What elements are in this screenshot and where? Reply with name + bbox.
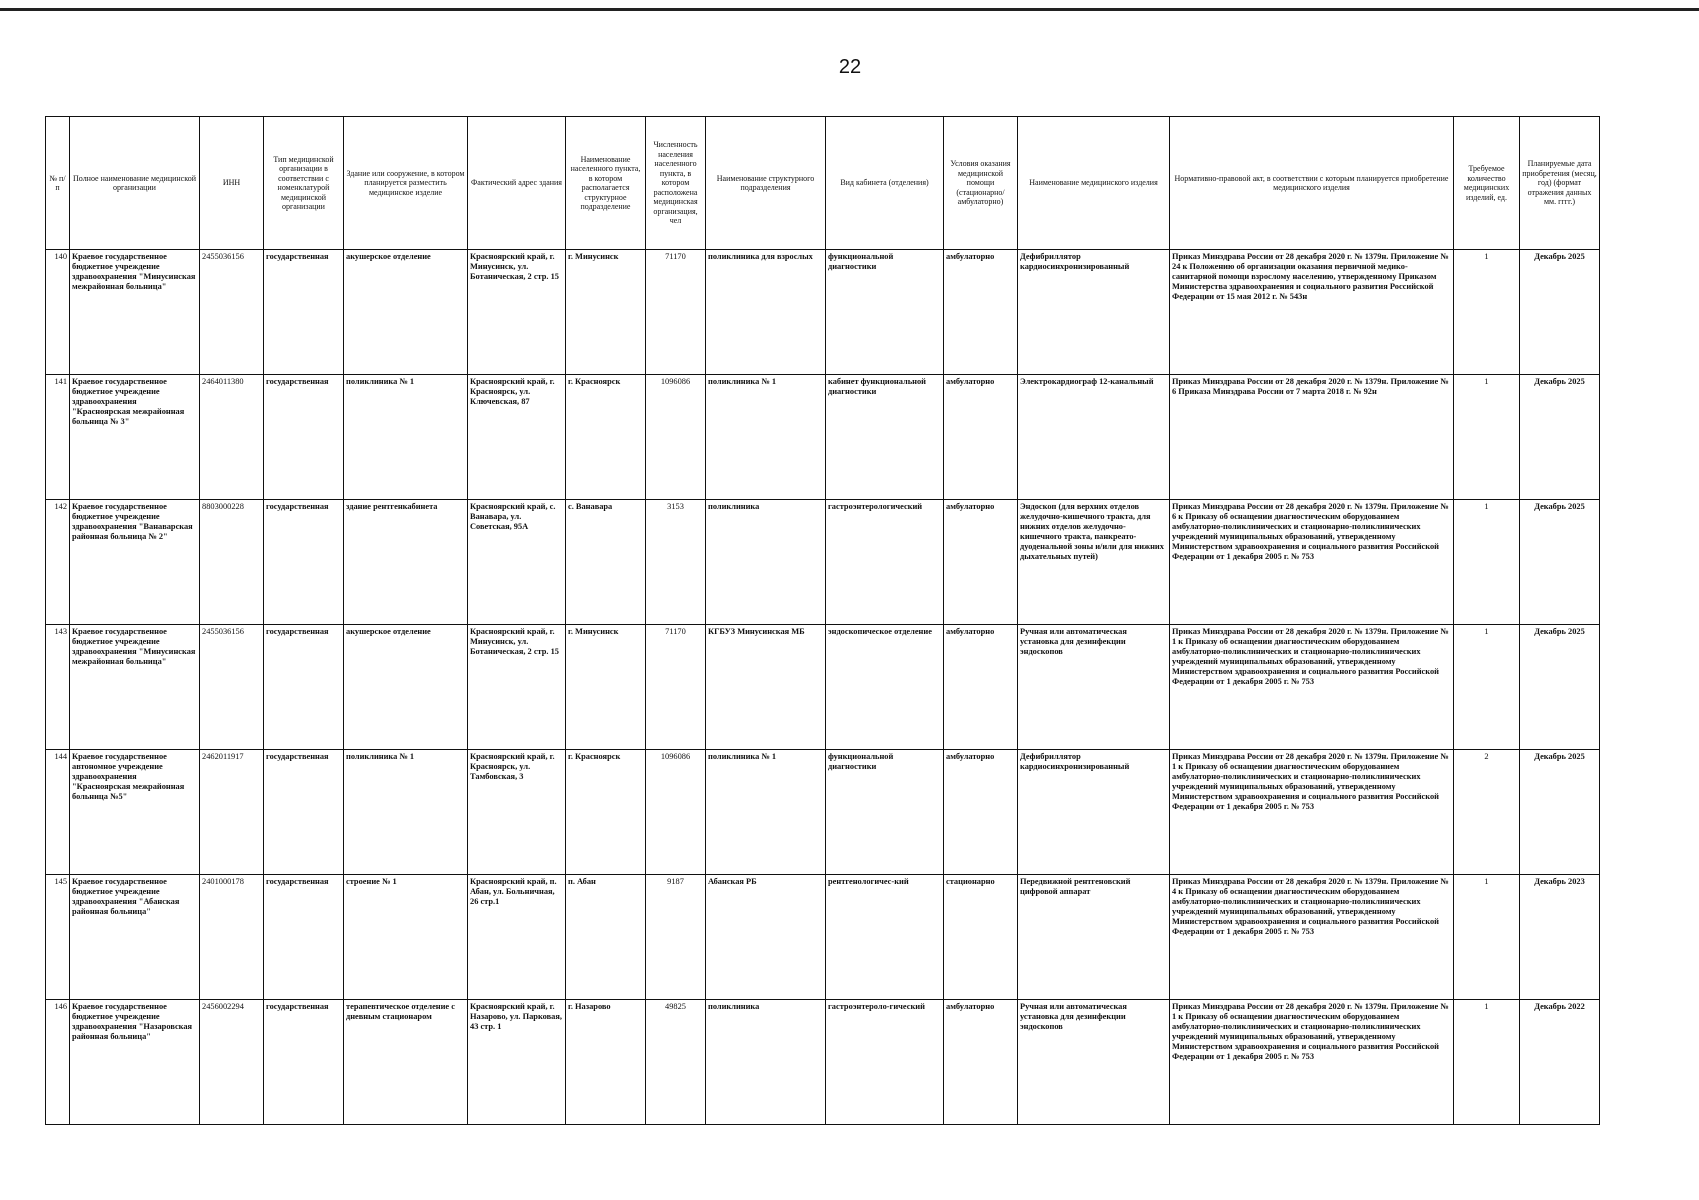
table-row [46,1000,1600,1125]
cell-inn: 2401000178 [200,875,264,1000]
header-conditions: Условия оказания медицинской помощи (стационарно/ амбулаторно) [944,117,1018,250]
cell-type: государственная [264,250,344,375]
cell-act: Приказ Минздрава России от 28 декабря 2020 г. № 1379н. Приложение № 24 к Положению об организации оказания первичной медико-санитарной помощи взрослому населению, утвержденному Приказом Министерства здравоохранения и социального развития Российской Федерации от 15 мая 2012 г. № 543н [1170,250,1454,375]
header-subdivision: Наименование структурного подразделения [706,117,826,250]
cell-act: Приказ Минздрава России от 28 декабря 2020 г. № 1379н. Приложение № 6 Приказа Минздрава России от 7 марта 2018 г. № 92н [1170,375,1454,500]
cell-subdivision: поликлиника № 1 [706,375,826,500]
cell-device: Дефибриллятор кардиосинхронизированный [1018,250,1170,375]
cell-qty: 1 [1454,375,1520,500]
cell-org: Краевое государственное автономное учреждение здравоохранения "Красноярская межрайонная больница №5" [70,750,200,875]
cell-device: Передвижной рентгеновский цифровой аппарат [1018,875,1170,1000]
header-locality: Наименование населенного пункта, в котором располагается структурное подразделение [566,117,646,250]
cell-qty: 1 [1454,250,1520,375]
cell-population: 1096086 [646,750,706,875]
cell-inn: 2464011380 [200,375,264,500]
header-act: Нормативно-правовой акт, в соответствии с которым планируется приобретение медицинского изделия [1170,117,1454,250]
cell-conditions: амбулаторно [944,625,1018,750]
cell-subdivision: Абанская РБ [706,875,826,1000]
cell-org: Краевое государственное бюджетное учреждение здравоохранения "Красноярская межрайонная больница № 3" [70,375,200,500]
cell-room: гастроэнтероло-гический [826,1000,944,1125]
cell-qty: 1 [1454,1000,1520,1125]
cell-inn: 8803000228 [200,500,264,625]
table-row [46,625,1600,750]
table-row [46,500,1600,625]
header-inn: ИНН [200,117,264,250]
cell-subdivision: КГБУЗ Минусинская МБ [706,625,826,750]
cell-date: Декабрь 2025 [1520,250,1600,375]
cell-building: акушерское отделение [344,250,468,375]
cell-conditions: амбулаторно [944,750,1018,875]
cell-device: Дефибриллятор кардиосинхронизированный [1018,750,1170,875]
cell-room: эндоскопическое отделение [826,625,944,750]
cell-org: Краевое государственное бюджетное учреждение здравоохранения "Назаровская районная больница" [70,1000,200,1125]
cell-subdivision: поликлиника [706,500,826,625]
cell-room: гастроэнтерологический [826,500,944,625]
header-qty: Требуемое количество медицинских изделий, ед. [1454,117,1520,250]
cell-act: Приказ Минздрава России от 28 декабря 2020 г. № 1379н. Приложение № 6 к Приказу об оснащении диагностическим оборудованием амбулаторно-поликлинических и стационарно-поликлинических учреждений муниципальных образований, утвержденному Министерством здравоохранения и социального развития Российской Федерации от 1 декабря 2005 г. № 753 [1170,500,1454,625]
cell-locality: п. Абан [566,875,646,1000]
cell-population: 71170 [646,625,706,750]
cell-date: Декабрь 2025 [1520,750,1600,875]
cell-locality: г. Минусинск [566,625,646,750]
table-row [46,375,1600,500]
cell-building: поликлиника № 1 [344,750,468,875]
cell-type: государственная [264,500,344,625]
cell-inn: 2455036156 [200,250,264,375]
cell-date: Декабрь 2025 [1520,500,1600,625]
page-number: 22 [838,56,862,78]
cell-num: 146 [46,1000,70,1125]
table-row [46,750,1600,875]
table-row [46,250,1600,375]
cell-inn: 2456002294 [200,1000,264,1125]
cell-qty: 1 [1454,500,1520,625]
cell-address: Красноярский край, г. Красноярск, ул. Ключевская, 87 [468,375,566,500]
cell-conditions: стационарно [944,875,1018,1000]
cell-population: 1096086 [646,375,706,500]
cell-subdivision: поликлиника № 1 [706,750,826,875]
cell-act: Приказ Минздрава России от 28 декабря 2020 г. № 1379н. Приложение № 4 к Приказу об оснащении диагностическим оборудованием амбулаторно-поликлинических и стационарно-поликлинических учреждений муниципальных образований, утвержденному Министерством здравоохранения и социального развития Российской Федерации от 1 декабря 2005 г. № 753 [1170,875,1454,1000]
cell-num: 141 [46,375,70,500]
cell-address: Красноярский край, п. Абан, ул. Больничная, 26 стр.1 [468,875,566,1000]
cell-building: строение № 1 [344,875,468,1000]
cell-locality: с. Ванавара [566,500,646,625]
cell-qty: 1 [1454,875,1520,1000]
cell-building: поликлиника № 1 [344,375,468,500]
cell-num: 142 [46,500,70,625]
cell-room: функциональной диагностики [826,250,944,375]
cell-device: Ручная или автоматическая установка для дезинфекции эндоскопов [1018,1000,1170,1125]
cell-conditions: амбулаторно [944,375,1018,500]
cell-num: 145 [46,875,70,1000]
cell-room: рентгенологичес-кий [826,875,944,1000]
header-type: Тип медицинской организации в соответствии с номенклатурой медицинской организации [264,117,344,250]
cell-population: 71170 [646,250,706,375]
cell-inn: 2462011917 [200,750,264,875]
table-body [46,250,1600,1125]
cell-subdivision: поликлиника [706,1000,826,1125]
cell-subdivision: поликлиника для взрослых [706,250,826,375]
cell-room: функциональной диагностики [826,750,944,875]
cell-locality: г. Минусинск [566,250,646,375]
cell-qty: 1 [1454,625,1520,750]
cell-address: Красноярский край, с. Ванавара, ул. Советская, 95А [468,500,566,625]
table-row [46,875,1600,1000]
cell-type: государственная [264,375,344,500]
cell-conditions: амбулаторно [944,250,1018,375]
cell-date: Декабрь 2022 [1520,1000,1600,1125]
cell-num: 140 [46,250,70,375]
cell-building: здание рентгенкабинета [344,500,468,625]
cell-date: Декабрь 2025 [1520,625,1600,750]
cell-address: Красноярский край, г. Минусинск, ул. Ботаническая, 2 стр. 15 [468,250,566,375]
cell-population: 9187 [646,875,706,1000]
cell-act: Приказ Минздрава России от 28 декабря 2020 г. № 1379н. Приложение № 1 к Приказу об оснащении диагностическим оборудованием амбулаторно-поликлинических и стационарно-поликлинических учреждений муниципальных образований, утвержденному Министерством здравоохранения и социального развития Российской Федерации от 1 декабря 2005 г. № 753 [1170,625,1454,750]
cell-num: 143 [46,625,70,750]
cell-qty: 2 [1454,750,1520,875]
cell-org: Краевое государственное бюджетное учреждение здравоохранения "Минусинская межрайонная больница" [70,250,200,375]
cell-conditions: амбулаторно [944,1000,1018,1125]
cell-org: Краевое государственное бюджетное учреждение здравоохранения "Ванаварская районная больница № 2" [70,500,200,625]
cell-inn: 2455036156 [200,625,264,750]
cell-population: 49825 [646,1000,706,1125]
cell-date: Декабрь 2023 [1520,875,1600,1000]
table-header-row [46,117,1600,250]
top-border-line [0,8,1699,11]
cell-act: Приказ Минздрава России от 28 декабря 2020 г. № 1379н. Приложение № 1 к Приказу об оснащении диагностическим оборудованием амбулаторно-поликлинических и стационарно-поликлинических учреждений муниципальных образований, утвержденному Министерством здравоохранения и социального развития Российской Федерации от 1 декабря 2005 г. № 753 [1170,1000,1454,1125]
cell-org: Краевое государственное бюджетное учреждение здравоохранения "Абанская районная больница" [70,875,200,1000]
cell-locality: г. Красноярск [566,375,646,500]
cell-device: Эндоскоп (для верхних отделов желудочно-кишечного тракта, для нижних отделов желудочно-кишечного тракта, панкреато-дуоденальной зоны и/или для нижних дыхательных путей) [1018,500,1170,625]
cell-building: акушерское отделение [344,625,468,750]
equipment-table [45,116,1600,1125]
cell-locality: г. Назарово [566,1000,646,1125]
cell-act: Приказ Минздрава России от 28 декабря 2020 г. № 1379н. Приложение № 1 к Приказу об оснащении диагностическим оборудованием амбулаторно-поликлинических и стационарно-поликлинических учреждений муниципальных образований, утвержденному Министерством здравоохранения и социального развития Российской Федерации от 1 декабря 2005 г. № 753 [1170,750,1454,875]
cell-device: Ручная или автоматическая установка для дезинфекции эндоскопов [1018,625,1170,750]
cell-type: государственная [264,1000,344,1125]
cell-device: Электрокардиограф 12-канальный [1018,375,1170,500]
header-date: Планируемые дата приобретения (месяц, год) (формат отражения данных мм. гггг.) [1520,117,1600,250]
cell-room: кабинет функциональной диагностики [826,375,944,500]
cell-building: терапевтическое отделение с дневным стационаром [344,1000,468,1125]
cell-conditions: амбулаторно [944,500,1018,625]
header-building: Здание или сооружение, в котором планируется разместить медицинское изделие [344,117,468,250]
cell-locality: г. Красноярск [566,750,646,875]
header-num: № п/п [46,117,70,250]
header-address: Фактический адрес здания [468,117,566,250]
cell-org: Краевое государственное бюджетное учреждение здравоохранения "Минусинская межрайонная больница" [70,625,200,750]
cell-population: 3153 [646,500,706,625]
cell-type: государственная [264,625,344,750]
header-population: Численность населения населенного пункта, в котором расположена медицинская организация, чел [646,117,706,250]
cell-type: государственная [264,875,344,1000]
cell-num: 144 [46,750,70,875]
cell-type: государственная [264,750,344,875]
cell-address: Красноярский край, г. Назарово, ул. Парковая, 43 стр. 1 [468,1000,566,1125]
header-room: Вид кабинета (отделения) [826,117,944,250]
cell-address: Красноярский край, г. Красноярск, ул. Тамбовская, 3 [468,750,566,875]
cell-address: Красноярский край, г. Минусинск, ул. Ботаническая, 2 стр. 15 [468,625,566,750]
header-org: Полное наименование медицинской организации [70,117,200,250]
cell-date: Декабрь 2025 [1520,375,1600,500]
header-device: Наименование медицинского изделия [1018,117,1170,250]
